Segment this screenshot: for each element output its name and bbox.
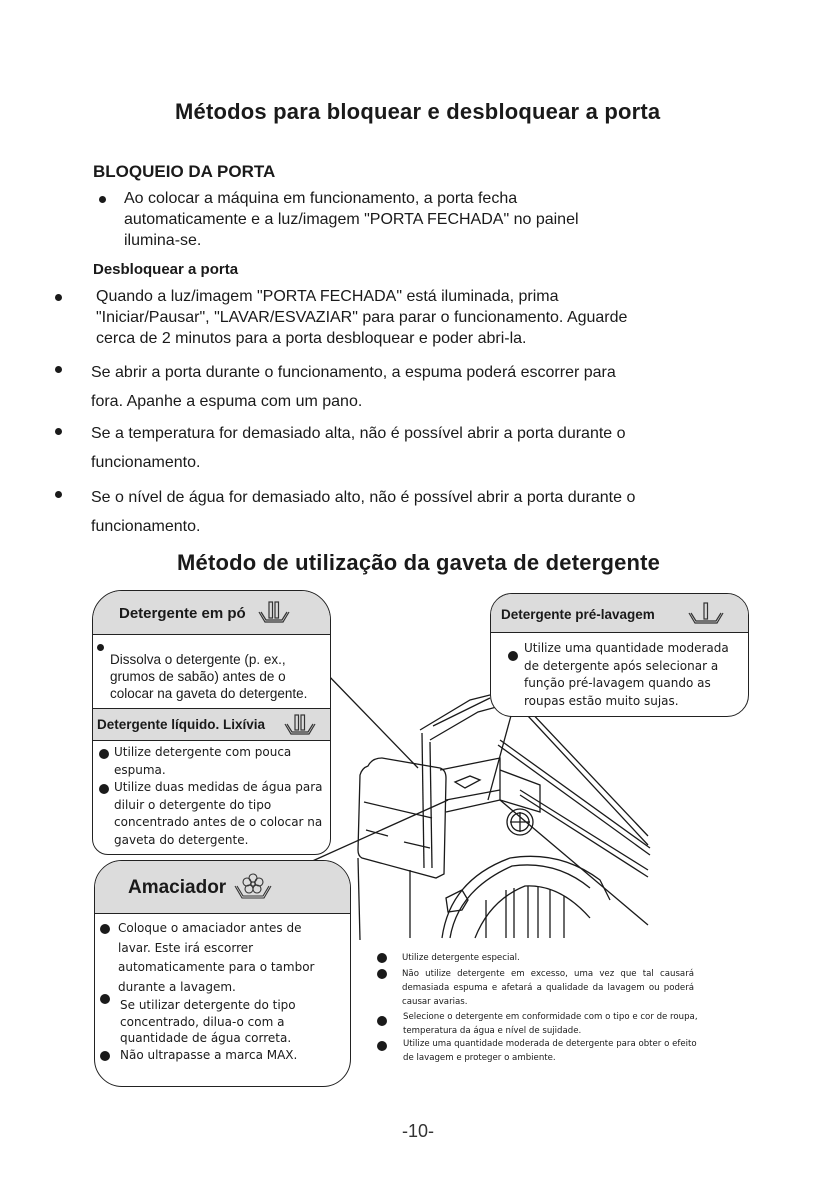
powder-detergent-title: Detergente em pó	[119, 605, 246, 622]
bullet-icon	[377, 1041, 387, 1051]
unlock-item-text: Quando a luz/imagem "PORTA FECHADA" está iluminada, prima "Iniciar/Pausar", "LAVAR/ESVAZIAR" para parar o funcionamento. Aguarde cerca de 2 minutos para a porta desbloquear e poder abri-la.	[96, 288, 628, 347]
powder-liquid-detergent-box	[92, 590, 331, 855]
prewash-detergent-title: Detergente pré-lavagem	[501, 607, 655, 622]
bullet-icon	[100, 924, 110, 934]
bullet-icon	[377, 1016, 387, 1026]
bullet-icon	[508, 651, 518, 661]
powder-detergent-header	[93, 591, 330, 635]
general-note-text: Selecione o detergente em conformidade com o tipo e cor de roupa, temperatura da água e nível de sujidade.	[403, 1012, 698, 1036]
prewash-detergent-header	[491, 594, 748, 633]
liquid-detergent-text: Utilize duas medidas de água para diluir o detergente do tipo concentrado antes de o colocar na gaveta do detergente.	[114, 780, 323, 847]
unlock-item-text: Se abrir a porta durante o funcionamento, a espuma poderá escorrer para fora. Apanhe a espuma com um pano.	[91, 364, 616, 410]
prewash-detergent-text: Utilize uma quantidade moderada de detergente após selecionar a função pré-lavagem quando as roupas estão muito sujas.	[524, 641, 729, 708]
liquid-detergent-title: Detergente líquido. Lixívia	[97, 717, 266, 732]
softener-header	[95, 861, 350, 914]
section-heading-door-lock: BLOQUEIO DA PORTA	[93, 162, 276, 181]
page-title-door-lock: Métodos para bloquear e desbloquear a porta	[175, 99, 661, 124]
bullet-icon	[377, 953, 387, 963]
bullet-icon	[99, 749, 109, 759]
section-heading-unlock: Desbloquear a porta	[93, 261, 239, 278]
bullet-icon	[99, 784, 109, 794]
bullet-icon	[100, 994, 110, 1004]
compartment-I-icon	[687, 601, 725, 627]
unlock-item-text: Se o nível de água for demasiado alto, não é possível abrir a porta durante o funcionamento.	[91, 489, 636, 535]
softener-box	[94, 860, 351, 1087]
general-note-text: Utilize detergente especial.	[402, 953, 520, 963]
flower-softener-icon	[233, 872, 273, 902]
compartment-II-icon	[257, 600, 291, 626]
general-note-text: Utilize uma quantidade moderada de detergente para obter o efeito de lavagem e proteger o ambiente.	[403, 1039, 697, 1063]
compartment-II-icon	[283, 714, 317, 738]
general-note-text: Não utilize detergente em excesso, uma vez que tal causará demasiada espuma e afetará a qualidade da lavagem ou poderá causar avarias.	[402, 969, 694, 1007]
liquid-detergent-header	[93, 708, 330, 741]
softener-text: Coloque o amaciador antes de lavar. Este irá escorrer automaticamente para o tambor durante a lavagem.	[118, 921, 315, 994]
liquid-detergent-text: Utilize detergente com pouca espuma.	[114, 745, 292, 777]
prewash-detergent-box	[490, 593, 749, 717]
lock-item-text: Ao colocar a máquina em funcionamento, a porta fecha automaticamente e a luz/imagem "PORTA FECHADA" no painel ilumina-se.	[124, 190, 579, 249]
bullet-icon	[100, 1051, 110, 1061]
bullet-icon	[377, 969, 387, 979]
powder-detergent-text: Dissolva o detergente (p. ex., grumos de sabão) antes de o colocar na gaveta do detergente.	[110, 652, 308, 701]
softener-text: Não ultrapasse a marca MAX.	[120, 1048, 298, 1062]
page-number: -10-	[402, 1121, 435, 1141]
softener-text: Se utilizar detergente do tipo concentrado, dilua-o com a quantidade de água correta.	[120, 998, 296, 1045]
bullet-icon	[97, 644, 104, 651]
unlock-item-text: Se a temperatura for demasiado alta, não é possível abrir a porta durante o funcionamento.	[91, 425, 626, 471]
page-title-detergent-drawer: Método de utilização da gaveta de detergente	[177, 550, 661, 575]
softener-title: Amaciador	[128, 877, 227, 898]
